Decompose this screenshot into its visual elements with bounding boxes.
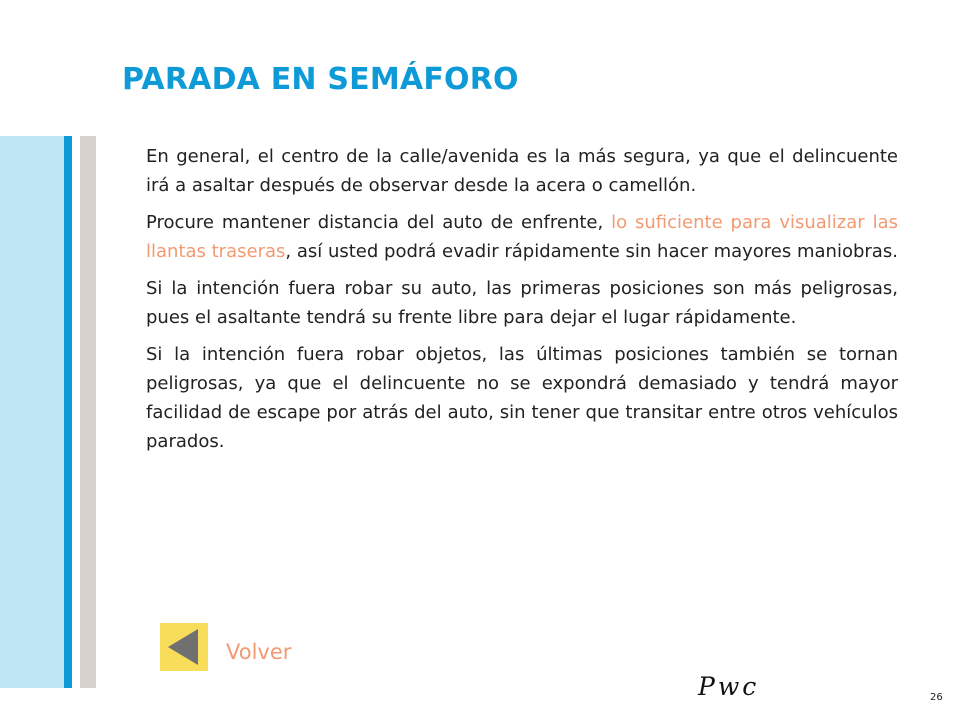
back-link[interactable]: Volver bbox=[226, 640, 292, 664]
slide-body bbox=[146, 142, 898, 464]
page-number: 26 bbox=[930, 692, 943, 703]
decorative-band-blue bbox=[64, 136, 72, 688]
paragraph-distance-end: , así usted podrá evadir rápidamente sin hacer mayores maniobras. bbox=[285, 241, 898, 262]
paragraph-distance-start: Procure mantener distancia del auto de enfrente, bbox=[146, 212, 612, 233]
decorative-band-gray bbox=[80, 136, 96, 688]
paragraph-distance bbox=[146, 208, 898, 266]
paragraph-center-of-street: En general, el centro de la calle/avenida es la más segura, ya que el delincuente irá a asaltar después de observar desde la acera o camellón. bbox=[146, 146, 898, 196]
highlighted-phrase: lo suficiente para visualizar las llantas traseras bbox=[146, 212, 898, 262]
slide-title: PARADA EN SEMÁFORO bbox=[122, 62, 519, 97]
pwc-logo: Pwc bbox=[698, 672, 760, 701]
left-triangle-arrow-icon bbox=[160, 623, 208, 671]
back-button[interactable] bbox=[160, 623, 208, 671]
paragraph-object-robbery: Si la intención fuera robar objetos, las últimas posiciones también se tornan peligrosas, ya que el delincuente no se expondrá demasiado y tendrá mayor facilidad de escape por atrás del auto, sin tener que transitar entre otros vehículos parados. bbox=[146, 344, 898, 452]
decorative-band-gap bbox=[72, 136, 80, 688]
paragraph-car-robbery: Si la intención fuera robar su auto, las primeras posiciones son más peligrosas, pues el asaltante tendrá su frente libre para dejar el lugar rápidamente. bbox=[146, 278, 898, 328]
decorative-band-light-blue bbox=[0, 136, 64, 688]
